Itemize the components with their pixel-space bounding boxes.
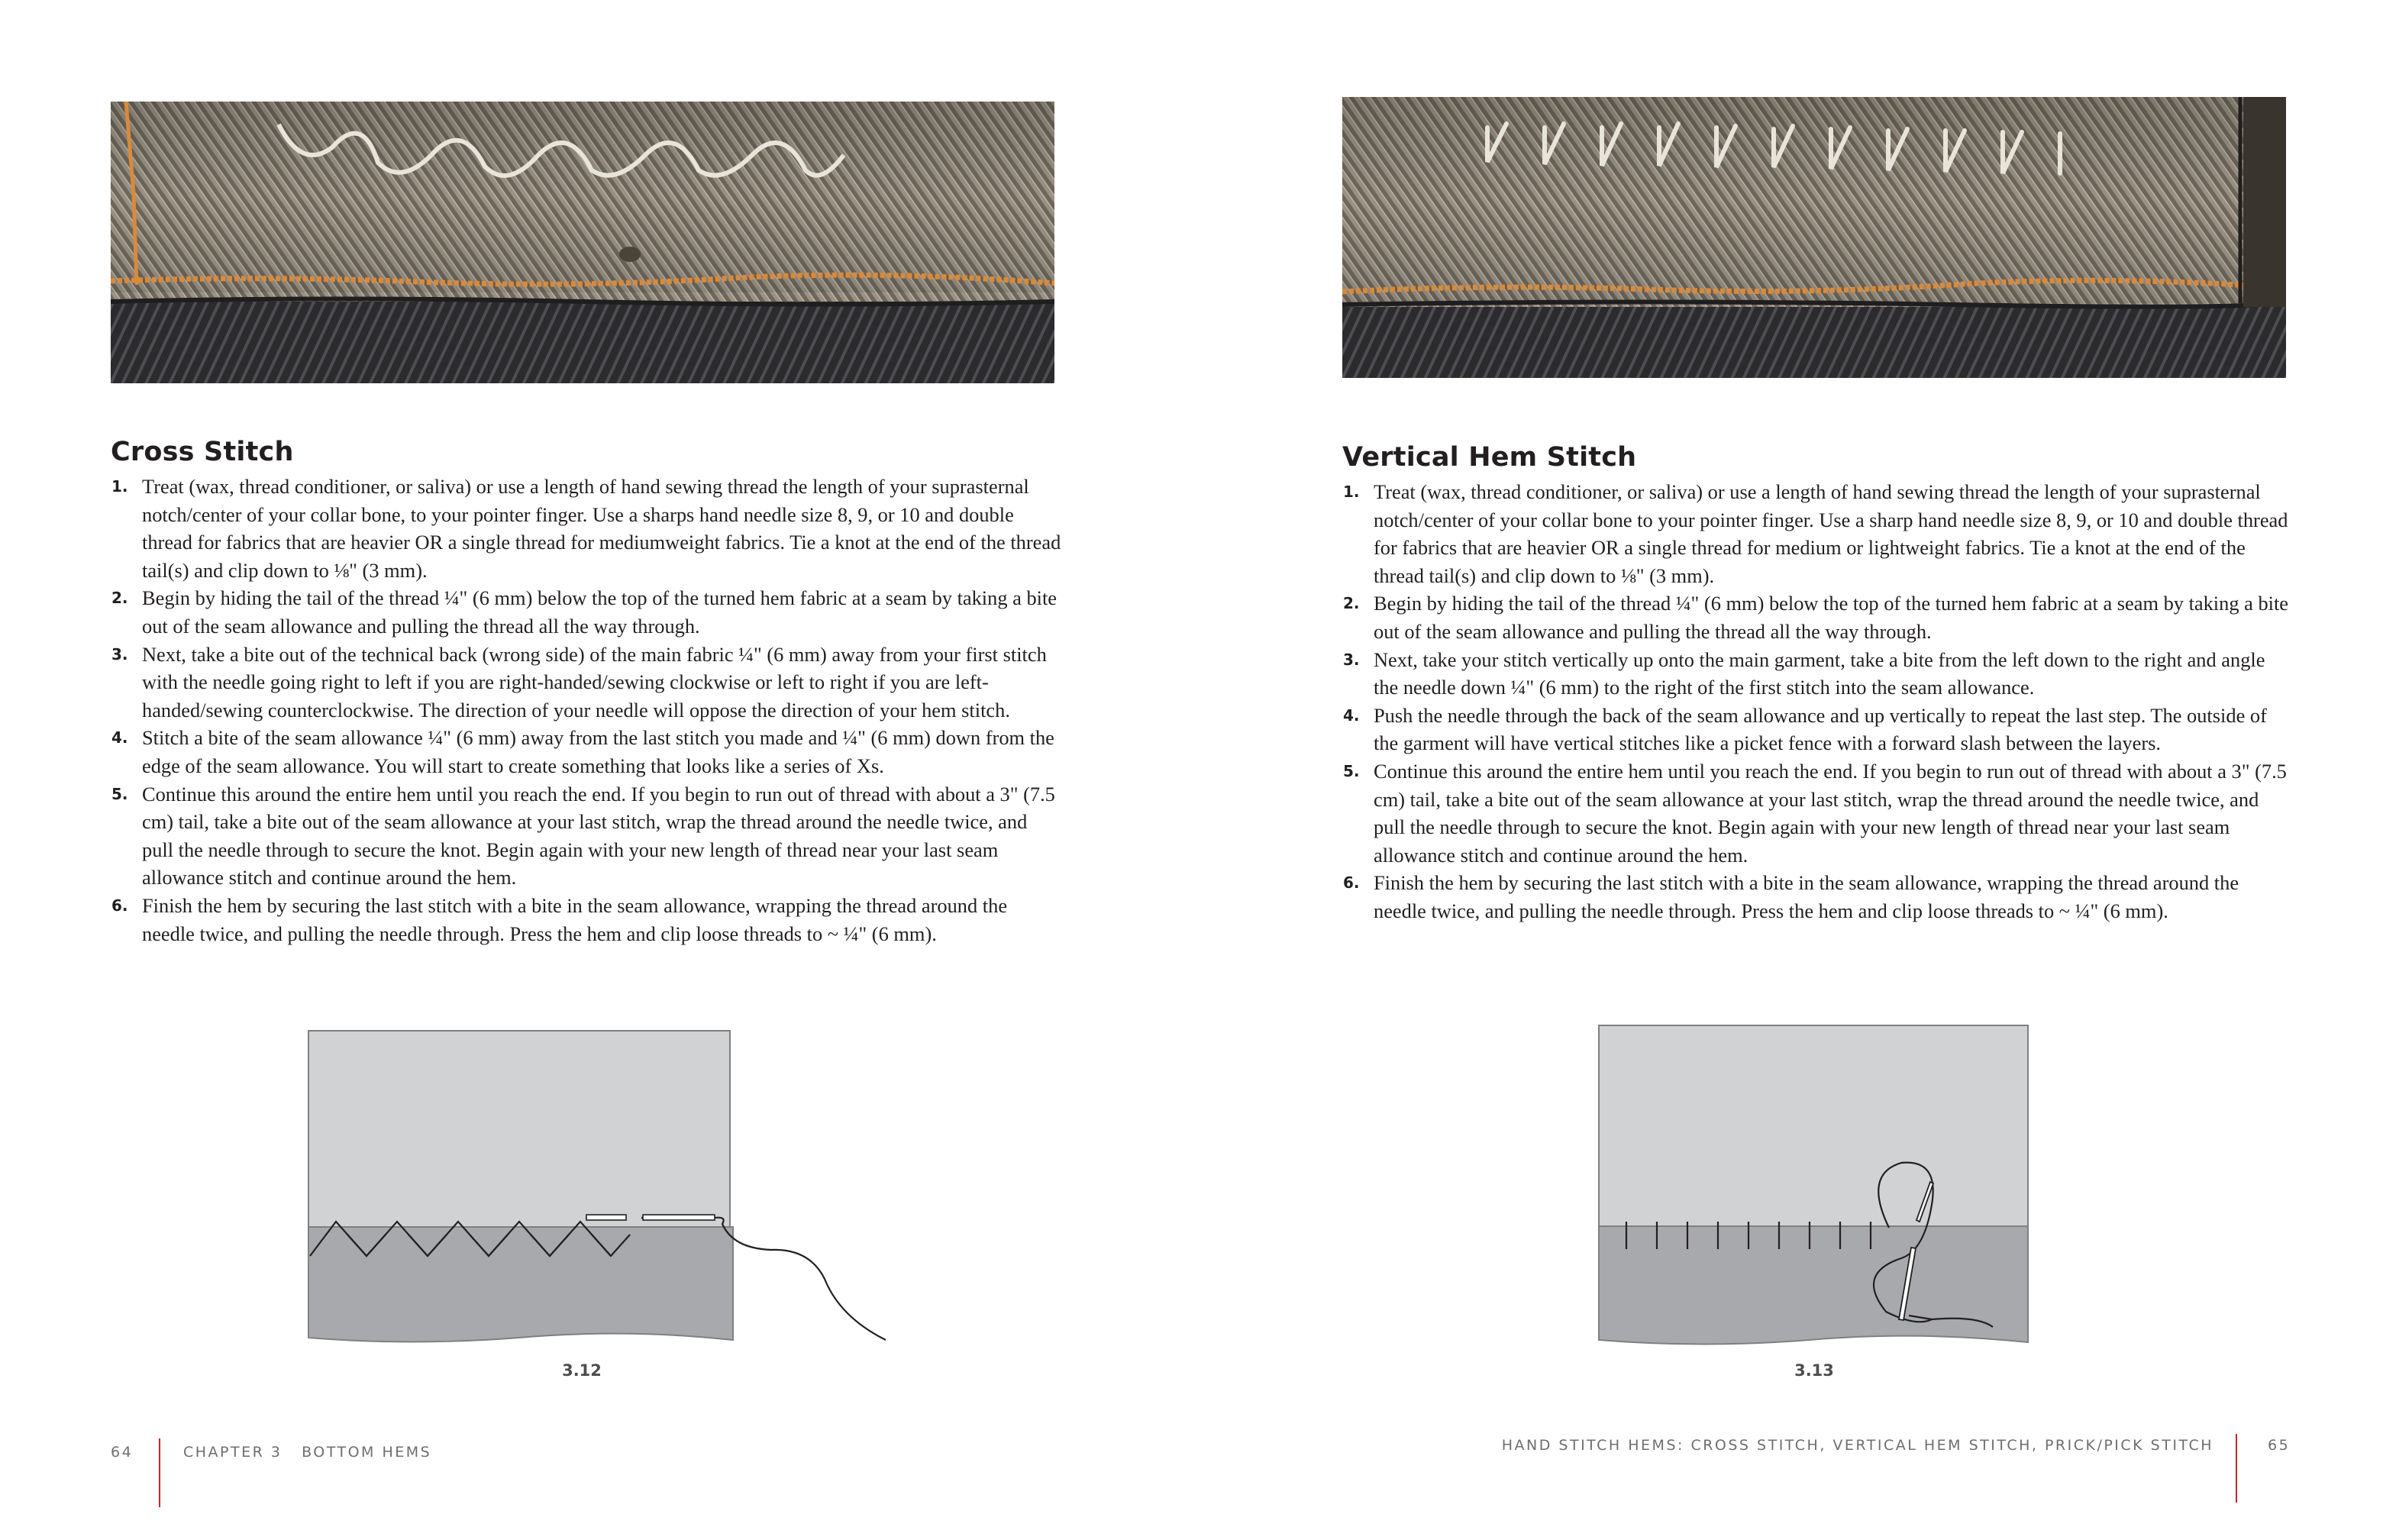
step-number: 5.	[111, 784, 128, 803]
step-text: Treat (wax, thread conditioner, or saliva) or use a length of hand sewing thread the length of your suprasternal notch/center of your collar bone to your pointer finger. Use a sharp hand needle size 8, 9, or 10 and double thread for fabrics that are heavier OR a single thread for medium or lightweight fabrics. Tie a knot at the end of the thread tail(s) and clip down to ⅛" (3 mm).	[1374, 480, 2288, 587]
folio-divider	[159, 1438, 160, 1507]
list-item	[1343, 702, 2290, 757]
section-heading: Cross Stitch	[111, 437, 294, 467]
step-number: 6.	[111, 896, 128, 915]
list-item	[1343, 869, 2290, 925]
list-item	[1343, 757, 2290, 869]
instruction-list	[111, 473, 1062, 948]
list-item	[111, 892, 1062, 948]
step-number: 2.	[1343, 594, 1360, 613]
step-text: Stitch a bite of the seam allowance ¼" (6 mm) away from the last stitch you made and ¼" (6 mm) down from the edge of the seam allowance. You will start to create something that looks like a series of Xs.	[142, 726, 1054, 777]
step-number: 2.	[111, 589, 128, 608]
list-item	[1343, 646, 2290, 702]
section-heading: Vertical Hem Stitch	[1342, 442, 1637, 473]
left-page	[0, 0, 1191, 1540]
step-number: 3.	[111, 644, 128, 663]
step-text: Finish the hem by securing the last stitch with a bite in the seam allowance, wrapping the thread around the needle twice, and pulling the needle through. Press the hem and clip loose threads to ~ ¼" (6 mm).	[142, 893, 1008, 945]
cross-stitch-hem-photo	[111, 102, 1054, 383]
step-number: 1.	[1343, 483, 1360, 501]
cross-stitch-illustration	[305, 1027, 886, 1348]
vertical-hem-stitch-photo	[1342, 97, 2286, 378]
figure-label: 3.12	[562, 1361, 602, 1380]
list-item	[111, 473, 1062, 584]
page-number: 65	[2268, 1437, 2291, 1454]
step-number: 1.	[111, 477, 128, 496]
step-text: Begin by hiding the tail of the thread ¼" (6 mm) below the top of the turned hem fabric at a seam by taking a bite out of the seam allowance and pulling the thread all the way through.	[142, 586, 1057, 638]
list-item	[111, 724, 1062, 780]
vertical-hem-stitch-illustration	[1596, 1022, 2039, 1358]
step-text: Next, take a bite out of the technical back (wrong side) of the main fabric ¼" (6 mm) away from your first stitch with the needle going right to left if you are right-handed/sewing clockwise or left to right if you are left-handed/sewing counterclockwise. The direction of your needle will oppose the direction of your hem stitch.	[142, 642, 1047, 722]
step-number: 3.	[1343, 650, 1360, 669]
step-text: Treat (wax, thread conditioner, or saliva) or use a length of hand sewing thread the length of your suprasternal notch/center of your collar bone, to your pointer finger. Use a sharps hand needle size 8, 9, or 10 and double thread for fabrics that are heavier OR a single thread for mediumweight fabrics. Tie a knot at the end of the thread tail(s) and clip down to ⅛" (3 mm).	[142, 475, 1061, 582]
step-text: Next, take your stitch vertically up onto the main garment, take a bite from the left down to the right and angle the needle down ¼" (6 mm) to the right of the first stitch into the seam allowance.	[1374, 647, 2265, 699]
step-text: Continue this around the entire hem until you reach the end. If you begin to run out of thread with about a 3" (7.5 cm) tail, take a bite out of the seam allowance at your last stitch, wrap the thread around the needle twice, and pull the needle through to secure the knot. Begin again with your new length of thread near your last seam allowance stitch and continue around the hem.	[142, 782, 1055, 889]
list-item	[111, 780, 1062, 892]
running-head: HAND STITCH HEMS: CROSS STITCH, VERTICAL HEM STITCH, PRICK/PICK STITCH	[1501, 1437, 2213, 1454]
step-text: Finish the hem by securing the last stitch with a bite in the seam allowance, wrapping the thread around the needle twice, and pulling the needle through. Press the hem and clip loose threads to ~ ¼" (6 mm).	[1374, 871, 2239, 922]
step-number: 4.	[111, 728, 128, 747]
step-text: Push the needle through the back of the seam allowance and up vertically to repeat the last step. The outside of the garment will have vertical stitches like a picket fence with a forward slash between the layers.	[1374, 703, 2267, 755]
list-item	[1343, 589, 2290, 645]
list-item	[111, 641, 1062, 725]
step-text: Begin by hiding the tail of the thread ¼" (6 mm) below the top of the turned hem fabric at a seam by taking a bite out of the seam allowance and pulling the thread all the way through.	[1374, 592, 2289, 643]
step-text: Continue this around the entire hem until you reach the end. If you begin to run out of thread with about a 3" (7.5 cm) tail, take a bite out of the seam allowance at your last stitch, wrap the thread around the needle twice, and pull the needle through to secure the knot. Begin again with your new length of thread near your last seam allowance stitch and continue around the hem.	[1374, 759, 2287, 867]
page-number: 64	[111, 1444, 134, 1461]
list-item	[1343, 478, 2290, 589]
step-number: 4.	[1343, 705, 1360, 725]
running-head: CHAPTER 3 BOTTOM HEMS	[183, 1444, 432, 1461]
right-page	[1191, 0, 2383, 1540]
instruction-list	[1343, 478, 2290, 925]
list-item	[111, 584, 1062, 640]
figure-label: 3.13	[1794, 1361, 1834, 1380]
folio-divider	[2236, 1434, 2237, 1503]
step-number: 5.	[1343, 761, 1360, 780]
step-number: 6.	[1343, 873, 1360, 893]
